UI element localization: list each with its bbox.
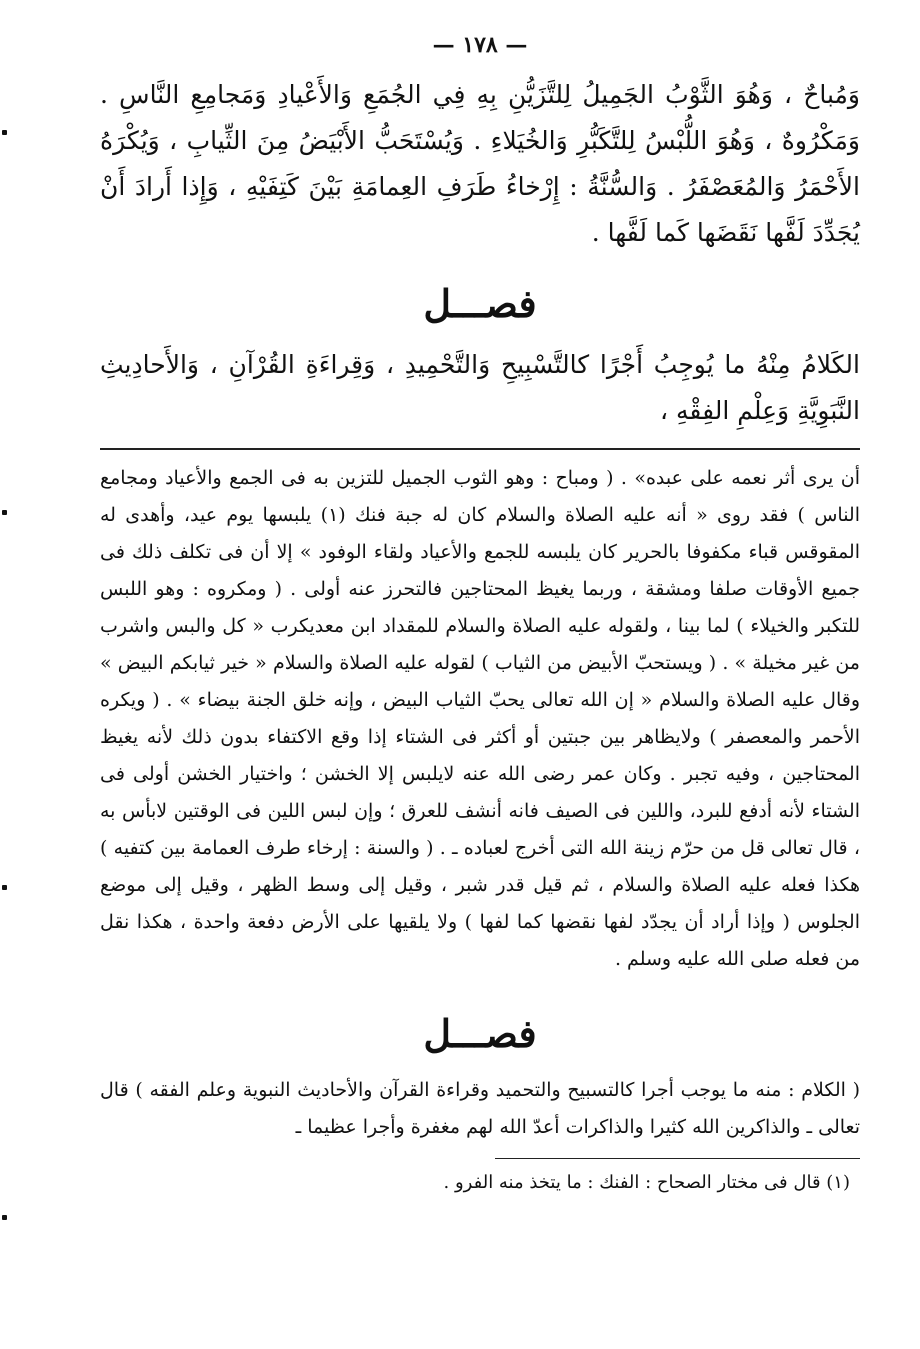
footnote-divider	[495, 1158, 860, 1159]
commentary-text-section: ( الكلام : منه ما يوجب أجرا كالتسبيح والتحميد وقراءة القرآن والأحاديث النبوية وعلم الفقه ) قال تعالى ـ والذاكرين الله كثيرا والذاكرات أعدّ الله لهم مغفرة وأجرا عظيما ـ	[100, 1079, 860, 1138]
margin-mark	[2, 510, 7, 515]
commentary-text: أن يرى أثر نعمه على عبده» . ( ومباح : وهو الثوب الجميل للتزين به فى الجمع والأعياد ومجامع الناس ) فقد روى « أنه عليه الصلاة والسلام كان له جبة فنك (١) يلبسها يوم عيد، وأهدى له المقوقس قباء مكفوفا بالحرير كان يلبسه للجمع والأعياد ولقاء الوفود » إلا أن فى تكلف ذلك فى جميع الأوقات صلفا ومشقة ، وربما يغيظ المحتاجين فالتحرز عنه أولى . ( ومكروه : وهو اللبس للتكبر والخيلاء ) لما بينا ، ولقوله عليه الصلاة والسلام للمقداد ابن معديكرب « كل والبس واشرب من غير مخيلة » . ( ويستحبّ الأبيض من الثياب ) لقوله عليه الصلاة والسلام « خير ثيابكم البيض » وقال عليه الصلاة والسلام « إن الله تعالى يحبّ الثياب البيض ، وإنه خلق الجنة بيضاء » . ( ويكره الأحمر والمعصفر ) ولايظاهر بين جبتين أو أكثر فى الشتاء إذا وقع الاكتفاء بدون ذلك لأنه يغيظ المحتاجين ، وفيه تجبر . وكان عمر رضى الله عنه لايلبس إلا الخشن ؛ واختيار الخشن أولى فى الشتاء لأنه أدفع للبرد، واللين فى الصيف فانه أنشف للعرق ؛ وإن لبس اللين فى الوقتين لابأس به ، قال تعالى قل من حرّم زينة الله التى أخرج لعباده ـ . ( والسنة : إرخاء طرف العمامة بين كتفيه ) هكذا فعله عليه الصلاة والسلام ، ثم قيل قدر شبر ، وقيل إلى وسط الظهر ، وقيل إلى موضع الجلوس ( وإذا أراد أن يجدّد لفها نقضها كما لفها ) ولا يلقيها على الأرض دفعة واحدة ، هكذا نقل من فعله صلى الله عليه وسلم .	[100, 467, 860, 970]
book-page	[100, 30, 860, 1199]
section-heading-2: فصـــل	[423, 1011, 537, 1056]
margin-mark	[2, 1215, 7, 1220]
matn-text-section: الكَلامُ مِنْهُ ما يُوجِبُ أَجْرًا كالتَّسْبِيحِ وَالتَّحْمِيدِ ، وَقِراءَةِ القُرْآنِ ، وَالأَحادِيثِ النَّبَوِيَّةِ وَعِلْمِ الفِقْهِ ،	[100, 350, 860, 425]
matn-sharh-divider	[100, 448, 860, 450]
margin-mark	[2, 885, 7, 890]
margin-mark	[2, 130, 7, 135]
footnote: (١) قال فى مختار الصحاح : الفنك : ما يتخذ منه الفرو .	[443, 1172, 850, 1193]
page-number: — ١٧٨ —	[432, 32, 528, 58]
section-heading-1: فصـــل	[423, 281, 537, 326]
matn-text-top: وَمُباحٌ ، وَهُوَ الثَّوْبُ الجَمِيلُ لِلتَّزَيُّنِ بِهِ فِي الجُمَعِ وَالأَعْيادِ وَمَجامِعِ النَّاسِ . وَمَكْرُوهٌ ، وَهُوَ اللُّبْسُ لِلتَّكَبُّرِ وَالخُيَلاءِ . وَيُسْتَحَبُّ الأَبْيَضُ مِنَ الثِّيابِ ، وَيُكْرَهُ الأَحْمَرُ وَالمُعَصْفَرُ . وَالسُّنَّةُ : إِرْخاءُ طَرَفِ العِمامَةِ بَيْنَ كَتِفَيْهِ ، وَإِذا أَرادَ أَنْ يُجَدِّدَ لَفَّها نَقَضَها كَما لَفَّها .	[100, 80, 860, 247]
